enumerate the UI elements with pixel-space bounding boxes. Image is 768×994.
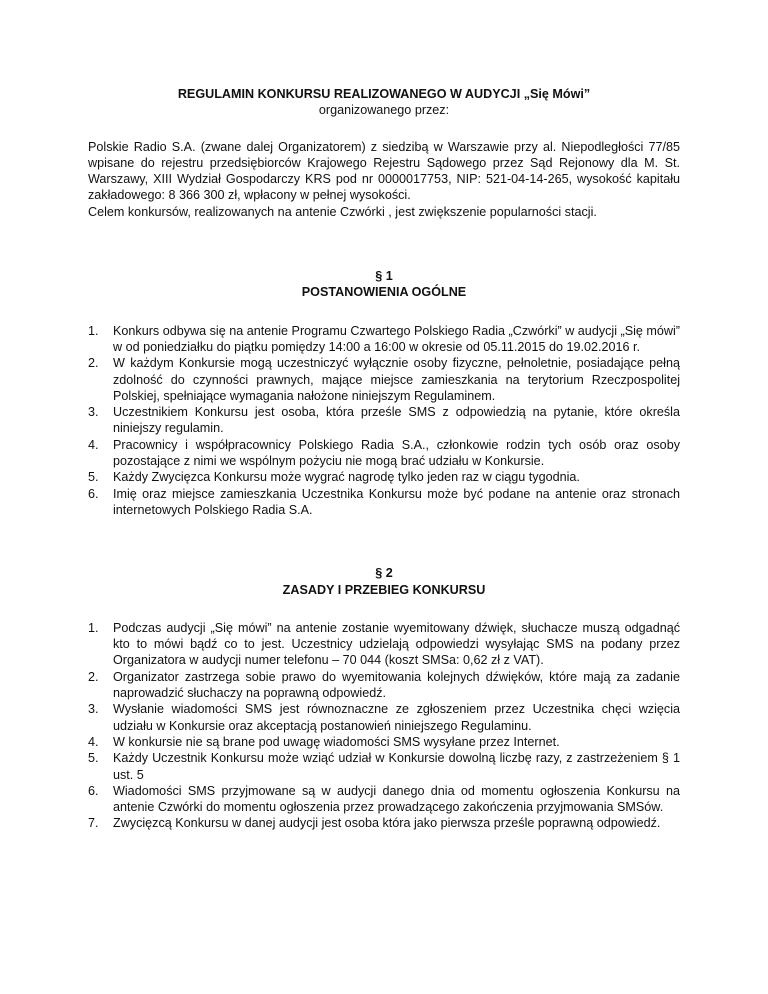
list-item-number: 1. xyxy=(88,323,99,338)
list-item xyxy=(88,469,680,485)
list-item-text: Każdy Uczestnik Konkursu może wziąć udział w Konkursie dowolną liczbę razy, z zastrzeżeniem § 1 ust. 5 xyxy=(113,751,680,782)
list-item-number: 5. xyxy=(88,751,99,766)
list-item-number: 4. xyxy=(88,437,99,452)
list-item-text: Organizator zastrzega sobie prawo do wyemitowania kolejnych dźwięków, które mają za zadanie naprowadzić słuchaczy na poprawną odpowiedź. xyxy=(113,669,680,701)
list-item-number: 7. xyxy=(88,816,99,831)
document-title: REGULAMIN KONKURSU REALIZOWANEGO W AUDYCJI „Się Mówi” xyxy=(177,87,591,101)
list-item xyxy=(88,734,680,750)
section-1-list xyxy=(88,323,680,519)
list-item-text: Imię oraz miejsce zamieszkania Uczestnika Konkursu może być podane na antenie oraz stronach internetowych Polskiego Radia S.A. xyxy=(113,486,680,517)
section-1 xyxy=(88,268,680,518)
list-item-text: Podczas audycji „Się mówi” na antenie zostanie wyemitowany dźwięk, słuchacze muszą odgadnąć kto to mówi bądź co to jest. Uczestnicy udzielają odpowiedzi wysyłając SMS na podany przez Organizatora w audycji numer telefonu – 70 044 (koszt SMSa: 0,62 zł z VAT). xyxy=(113,620,680,668)
list-item-number: 1. xyxy=(88,620,99,635)
list-item-text: Wysłanie wiadomości SMS jest równoznaczne ze zgłoszeniem przez Uczestnika chęci wzięcia udziału w Konkursie oraz akceptacją postanowień niniejszego Regulaminu. xyxy=(113,702,680,733)
list-item xyxy=(88,620,680,669)
section-number: § 1 xyxy=(375,269,393,284)
section-2 xyxy=(88,565,680,831)
list-item xyxy=(88,701,680,734)
document-subtitle: organizowanego przez: xyxy=(318,103,450,118)
list-item-number: 6. xyxy=(88,783,99,798)
list-item xyxy=(88,404,680,437)
list-item xyxy=(88,783,680,816)
section-number: § 2 xyxy=(375,566,393,581)
section-2-list xyxy=(88,620,680,832)
list-item-text: Wiadomości SMS przyjmowane są w audycji danego dnia od momentu ogłoszenia Konkursu na antenie Czwórki do momentu ogłoszenia przez prowadzącego zakończenia przyjmowania SMSów. xyxy=(113,783,680,815)
list-item-text: Pracownicy i współpracownicy Polskiego Radia S.A., członkowie rodzin tych osób oraz osoby pozostające z nimi we wspólnym pożyciu nie mogą brać udziału w Konkursie. xyxy=(113,437,680,469)
section-title: ZASADY I PRZEBIEG KONKURSU xyxy=(282,582,486,597)
list-item-number: 4. xyxy=(88,734,99,749)
list-item xyxy=(88,355,680,404)
list-item-number: 2. xyxy=(88,356,99,371)
intro-paragraph: Polskie Radio S.A. (zwane dalej Organizatorem) z siedzibą w Warszawie przy al. Niepodległości 77/85 wpisane do rejestru przedsiębiorców Krajowego Rejestru Sądowego przez Sąd Rejonowy dla M. St. Warszawy, XIII Wydział Gospodarczy KRS pod nr 0000017753, NIP: 521-04-14-265, wysokość kapitału zakładowego: 8 366 300 zł, wpłacony w pełnej wysokości. xyxy=(88,139,680,203)
intro-block xyxy=(88,139,680,220)
document-page xyxy=(88,86,680,832)
list-item-text: W każdym Konkursie mogą uczestniczyć wyłącznie osoby fizyczne, pełnoletnie, posiadające pełną zdolność do czynności prawnych, mające miejsce zamieszkania na terytorium Rzeczpospolitej Polskiej, spełniające wymagania nałożone niniejszym Regulaminem. xyxy=(113,356,680,403)
list-item xyxy=(88,750,680,783)
list-item-number: 6. xyxy=(88,486,99,501)
list-item-text: Zwycięzcą Konkursu w danej audycji jest osoba która jako pierwsza prześle poprawną odpowiedź. xyxy=(113,816,661,831)
list-item xyxy=(88,815,680,831)
list-item-text: Uczestnikiem Konkursu jest osoba, która prześle SMS z odpowiedzią na pytanie, które określa niniejszy regulamin. xyxy=(113,405,680,436)
list-item xyxy=(88,669,680,702)
list-item xyxy=(88,437,680,470)
section-title: POSTANOWIENIA OGÓLNE xyxy=(301,285,467,300)
list-item xyxy=(88,486,680,519)
intro-paragraph: Celem konkursów, realizowanych na antenie Czwórki , jest zwiększenie popularności stacji. xyxy=(88,204,597,219)
list-item-text: Każdy Zwycięzca Konkursu może wygrać nagrodę tylko jeden raz w ciągu tygodnia. xyxy=(113,470,580,485)
list-item-number: 2. xyxy=(88,669,99,684)
list-item-number: 5. xyxy=(88,470,99,485)
list-item-number: 3. xyxy=(88,405,99,420)
list-item-text: W konkursie nie są brane pod uwagę wiadomości SMS wysyłane przez Internet. xyxy=(113,734,560,749)
list-item-number: 3. xyxy=(88,702,99,717)
list-item xyxy=(88,323,680,356)
list-item-text: Konkurs odbywa się na antenie Programu Czwartego Polskiego Radia „Czwórki” w audycji „Się mówi” w od poniedziałku do piątku pomiędzy 14:00 a 16:00 w okresie od 05.11.2015 do 19.02.2016 r. xyxy=(113,323,680,354)
